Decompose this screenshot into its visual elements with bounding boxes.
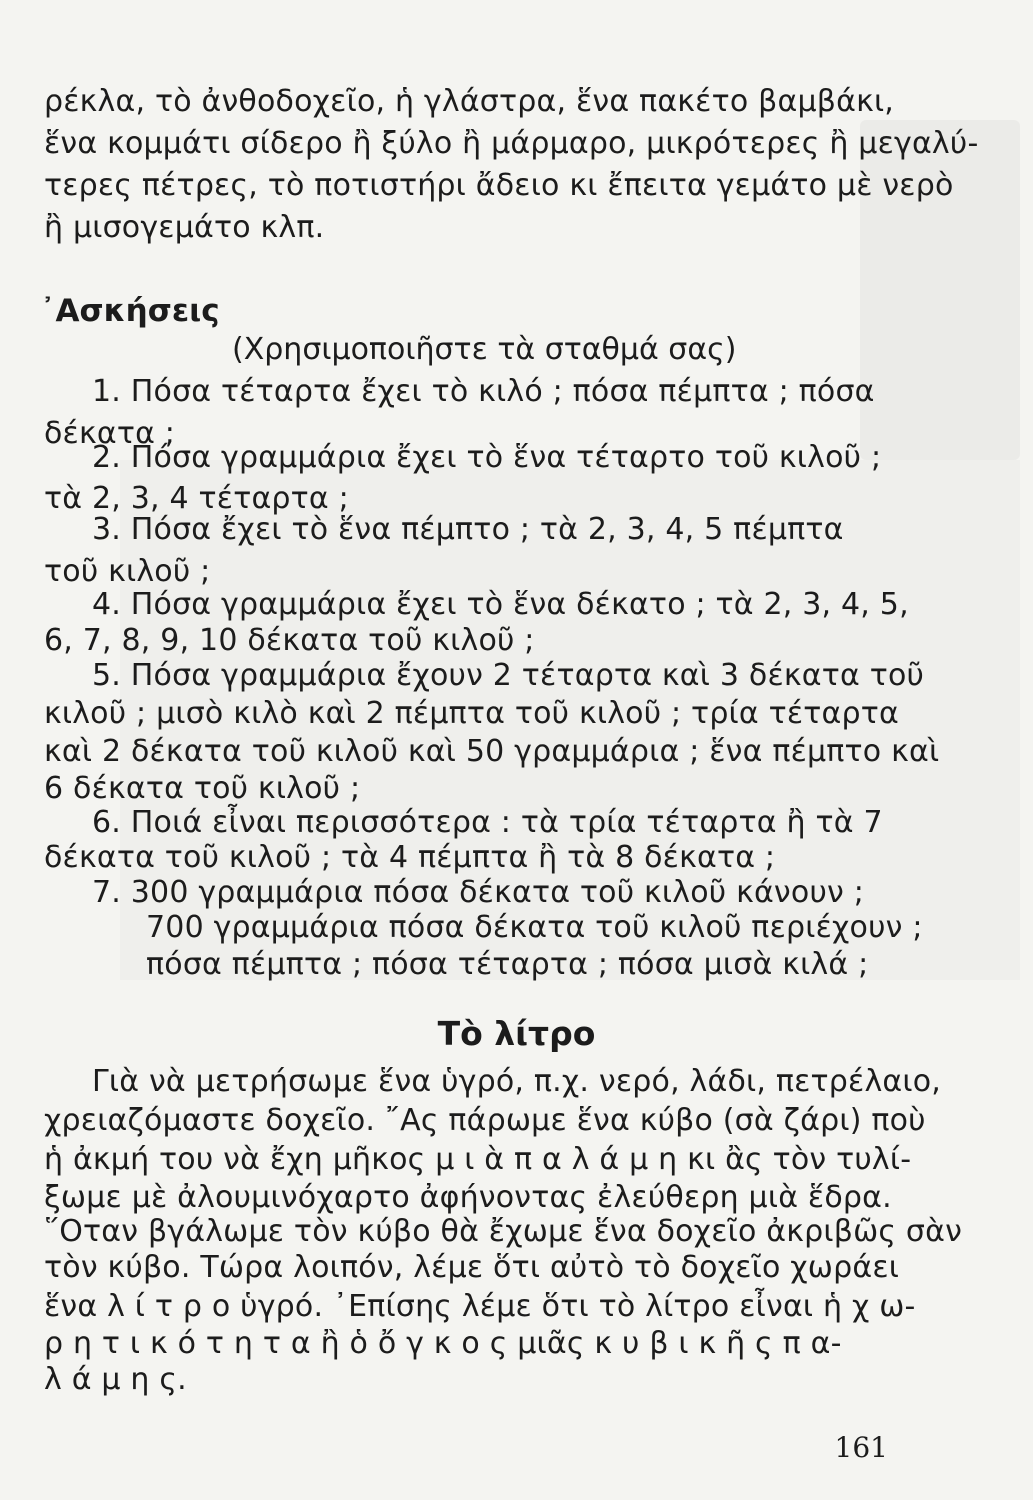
section-line: λ ά μ η ς.	[44, 1362, 187, 1397]
exercise-line: 2. Πόσα γραμμάρια ἔχει τὸ ἕνα τέταρτο τοῦ κιλοῦ ;	[92, 440, 882, 475]
section-line: ῞Οταν βγάλωμε τὸν κύβο θὰ ἔχωμε ἕνα δοχεῖο ἀκριβῶς σὰν	[44, 1214, 963, 1249]
exercise-line: καὶ 2 δέκατα τοῦ κιλοῦ καὶ 50 γραμμάρια ; ἕνα πέμπτο καὶ	[44, 734, 940, 769]
intro-line: ρέκλα, τὸ ἀνθοδοχεῖο, ἡ γλάστρα, ἕνα πακέτο βαμβάκι,	[44, 84, 895, 119]
exercise-line: 4. Πόσα γραμμάρια ἔχει τὸ ἕνα δέκατο ; τὰ 2, 3, 4, 5,	[92, 587, 909, 622]
exercise-line: 3. Πόσα ἔχει τὸ ἕνα πέμπτο ; τὰ 2, 3, 4, 5 πέμπτα	[92, 512, 844, 547]
section-line: ρ η τ ι κ ό τ η τ α ἢ ὁ ὄ γ κ ο ς μιᾶς κ υ β ι κ ῆ ς π α-	[44, 1326, 842, 1361]
exercise-line: 5. Πόσα γραμμάρια ἔχουν 2 τέταρτα καὶ 3 δέκατα τοῦ	[92, 658, 925, 693]
intro-line: ἕνα κομμάτι σίδερο ἢ ξύλο ἢ μάρμαρο, μικρότερες ἢ μεγαλύ-	[44, 126, 979, 161]
section-line: ξωμε μὲ ἀλουμινόχαρτο ἀφήνοντας ἐλεύθερη μιὰ ἕδρα.	[44, 1180, 892, 1215]
exercises-heading: ᾿Ασκήσεις	[40, 293, 220, 329]
section-line: ἕνα λ ί τ ρ ο ὑγρό. ᾿Επίσης λέμε ὅτι τὸ λίτρο εἶναι ἡ χ ω-	[44, 1289, 916, 1324]
section-line: ἡ ἀκμή του νὰ ἔχη μῆκος μ ι ὰ π α λ ά μ η κι ἂς τὸν τυλί-	[44, 1142, 912, 1177]
section-line: τὸν κύβο. Τώρα λοιπόν, λέμε ὅτι αὐτὸ τὸ δοχεῖο χωράει	[44, 1250, 900, 1285]
exercise-line: 6, 7, 8, 9, 10 δέκατα τοῦ κιλοῦ ;	[44, 623, 535, 658]
section-line: Γιὰ νὰ μετρήσωμε ἕνα ὑγρό, π.χ. νερό, λάδι, πετρέλαιο,	[92, 1064, 942, 1099]
exercise-line: δέκατα τοῦ κιλοῦ ; τὰ 4 πέμπτα ἢ τὰ 8 δέκατα ;	[44, 840, 776, 875]
exercise-line: 6 δέκατα τοῦ κιλοῦ ;	[44, 771, 361, 806]
exercise-line: τὰ 2, 3, 4 τέταρτα ;	[44, 481, 349, 516]
exercise-line: 7. 300 γραμμάρια πόσα δέκατα τοῦ κιλοῦ κάνουν ;	[92, 875, 864, 910]
exercise-line: πόσα πέμπτα ; πόσα τέταρτα ; πόσα μισὰ κιλά ;	[146, 947, 869, 982]
exercise-line: τοῦ κιλοῦ ;	[44, 554, 211, 589]
page-number: 161	[834, 1431, 888, 1464]
section-title: Τὸ λίτρο	[437, 1014, 596, 1053]
section-line: χρειαζόμαστε δοχεῖο. ῎Ας πάρωμε ἕνα κύβο (σὰ ζάρι) ποὺ	[44, 1103, 926, 1138]
intro-line: τερες πέτρες, τὸ ποτιστήρι ἄδειο κι ἔπειτα γεμάτο μὲ νερὸ	[44, 168, 954, 203]
intro-line: ἢ μισογεμάτο κλπ.	[44, 210, 325, 245]
exercise-line: δέκατα ;	[44, 416, 176, 451]
exercise-line: 1. Πόσα τέταρτα ἔχει τὸ κιλό ; πόσα πέμπτα ; πόσα	[92, 374, 875, 409]
exercise-line: 6. Ποιά εἶναι περισσότερα : τὰ τρία τέταρτα ἢ τὰ 7	[92, 805, 883, 840]
exercise-line: 700 γραμμάρια πόσα δέκατα τοῦ κιλοῦ περιέχουν ;	[146, 910, 923, 945]
exercises-subheading: (Χρησιμοποιῆστε τὰ σταθμά σας)	[232, 332, 737, 367]
exercise-line: κιλοῦ ; μισὸ κιλὸ καὶ 2 πέμπτα τοῦ κιλοῦ ; τρία τέταρτα	[44, 696, 900, 731]
